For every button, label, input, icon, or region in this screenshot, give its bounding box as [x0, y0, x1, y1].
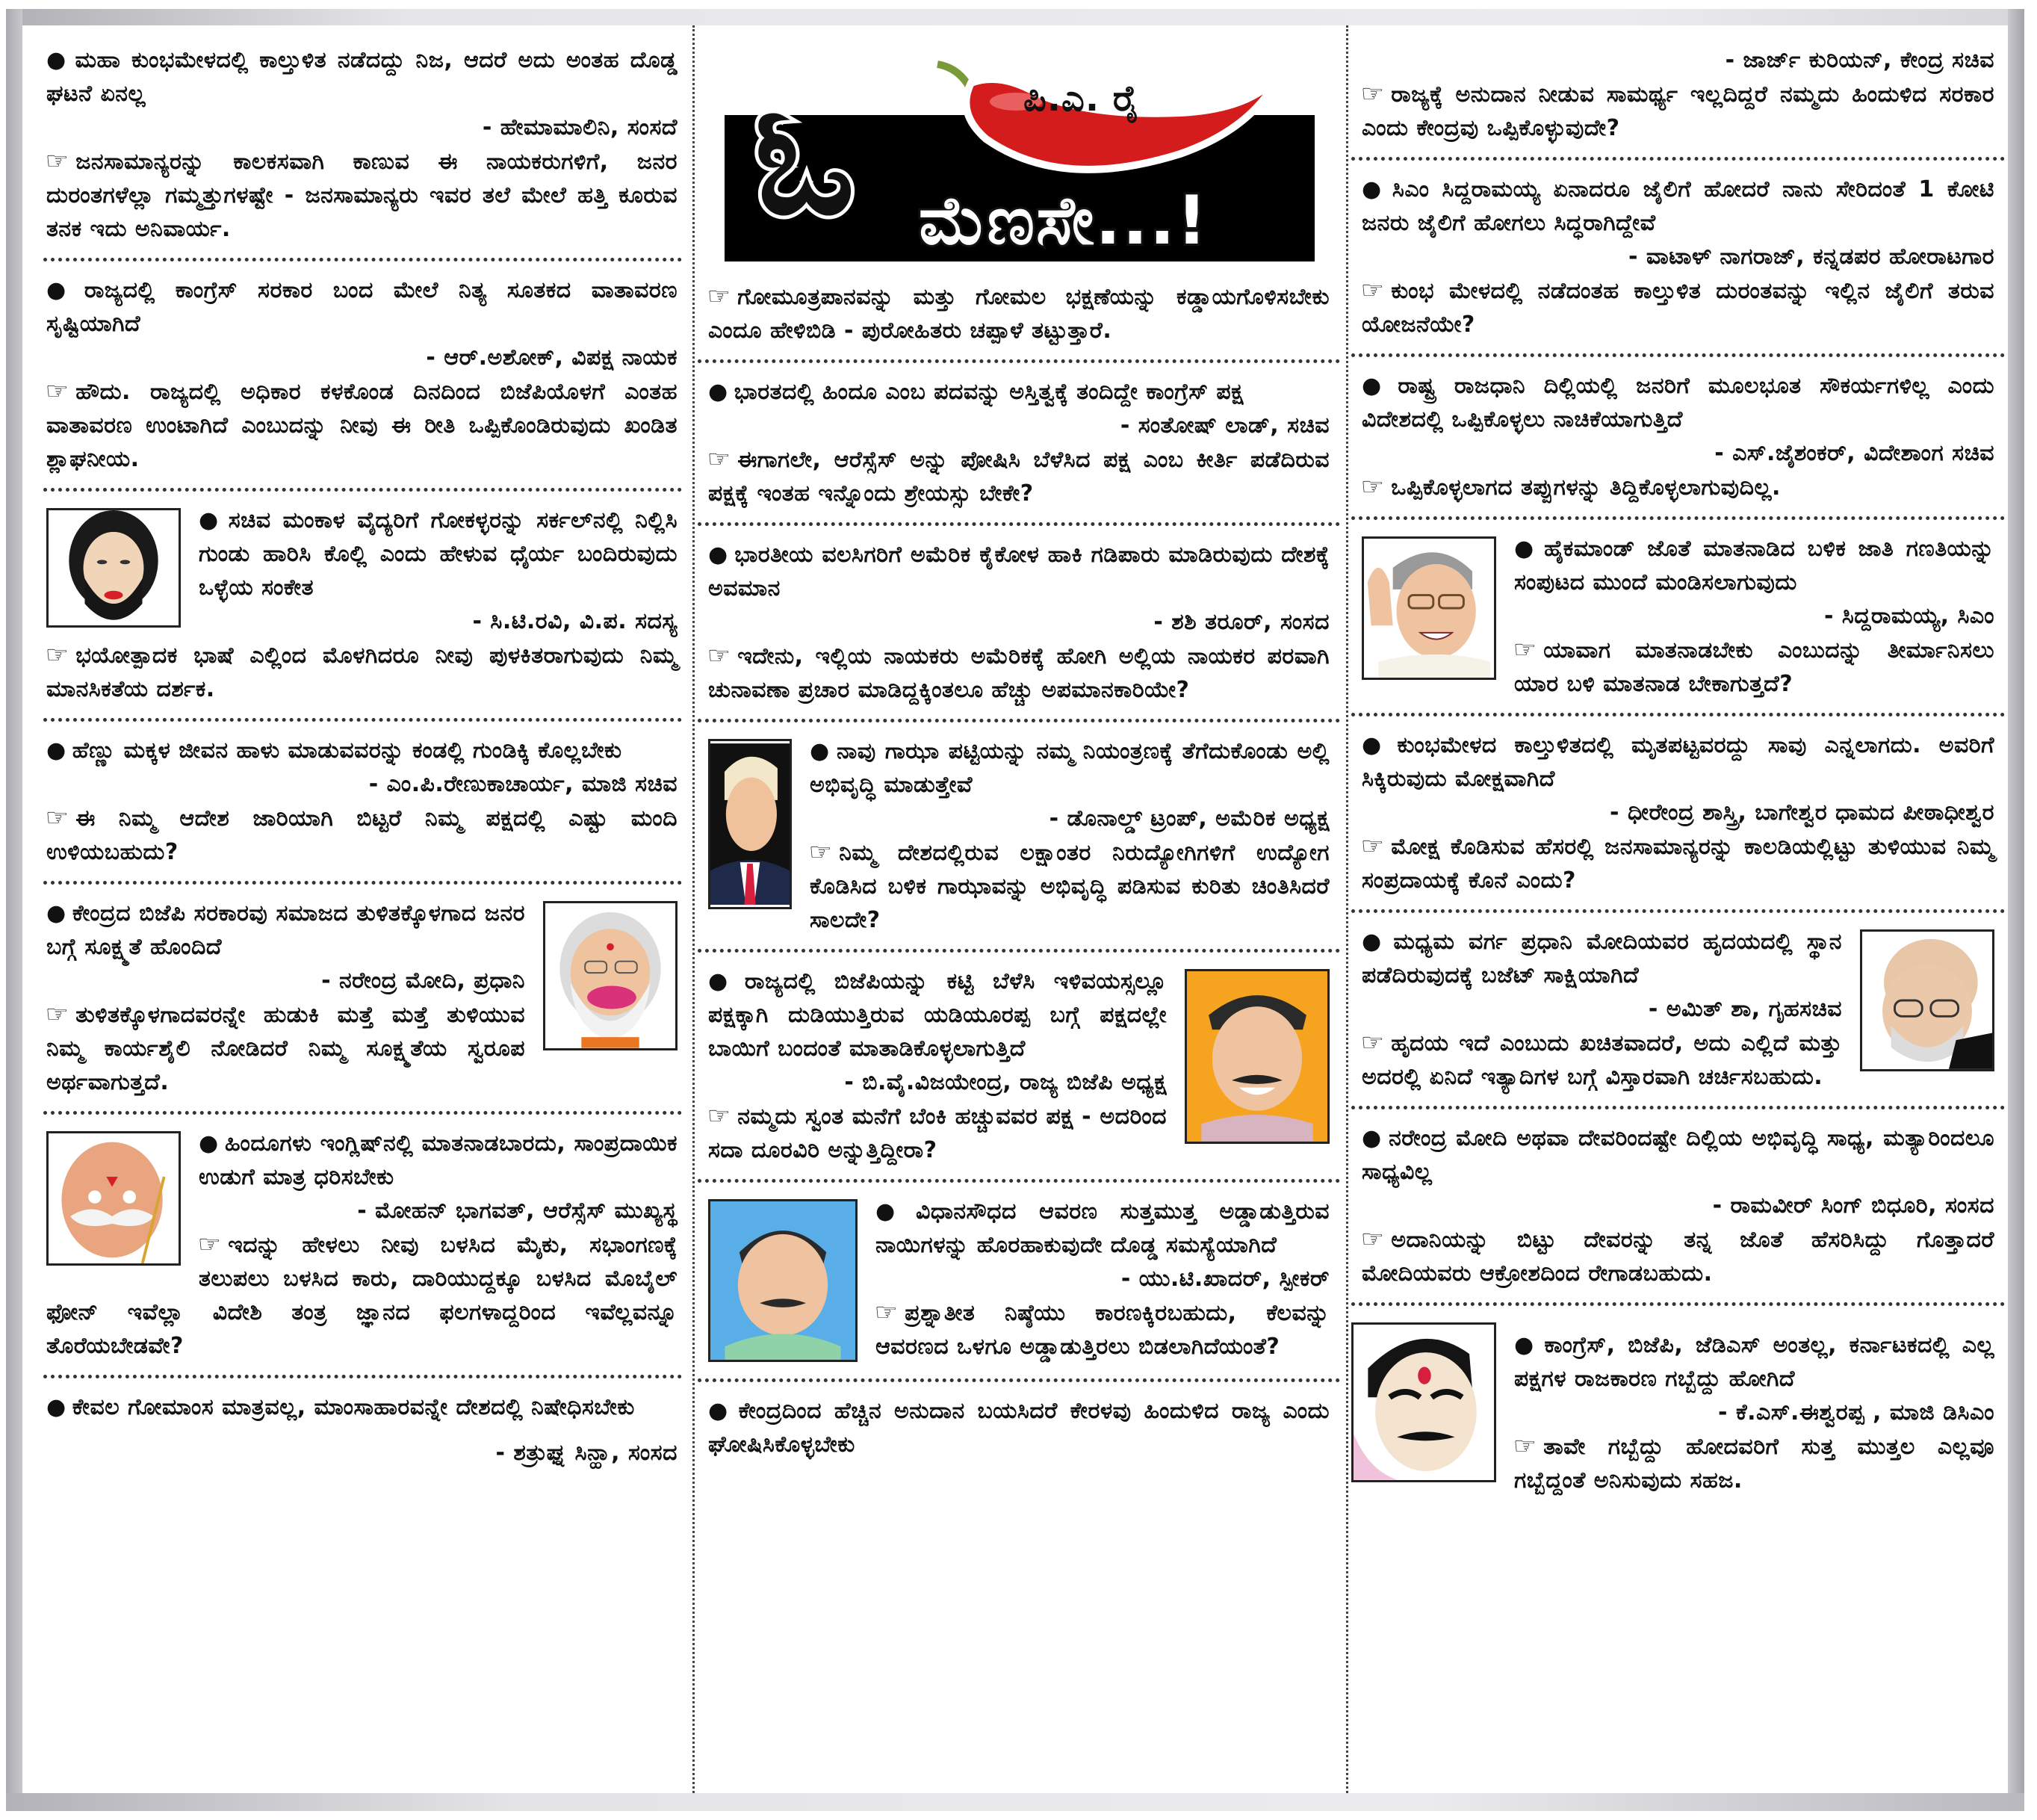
pointing-hand-icon: ☞ [1360, 472, 1385, 501]
pointing-hand-icon: ☞ [45, 640, 69, 669]
bullet-icon: ● [1514, 1332, 1539, 1358]
quote-text: ರಾಷ್ಟ್ರ ರಾಜಧಾನಿ ದಿಲ್ಲಿಯಲ್ಲಿ ಜನರಿಗೆ ಮೂಲಭೂತ ಸೌಕರ್ಯಗಳಿಲ್ಲ ಎಂದು ವಿದೇಶದಲ್ಲಿ ಒಪ್ಪಿಕೊಳ್ಳಲು ನಾಚಿಕೆಯಾಗುತ್ತಿದೆ [1362, 373, 1994, 433]
pointing-hand-icon: ☞ [707, 1101, 731, 1130]
caricature-eshwarappa [1351, 1322, 1496, 1482]
caricature-image [1364, 539, 1494, 678]
caricature-image [49, 510, 179, 625]
bullet-icon: ● [1362, 176, 1386, 202]
pointing-hand-icon: ☞ [1360, 832, 1385, 860]
quote-text: ಕೇಂದ್ರದ ಬಿಜೆಪಿ ಸರಕಾರವು ಸಮಾಜದ ತುಳಿತಕ್ಕೊಳಗಾದ ಜನರ ಬಗ್ಗೆ ಸೂಕ್ಷ್ಮತೆ ಹೊಂದಿದೆ [46, 900, 525, 960]
pointing-hand-icon: ☞ [808, 838, 833, 866]
quote-source: - ಆರ್.ಅಶೋಕ್, ವಿಪಕ್ಷ ನಾಯಕ [426, 344, 678, 371]
column-title: ಮೆಣಸೇ...! [919, 182, 1209, 260]
bullet-icon: ● [708, 968, 739, 994]
quote-source: - ಮೋಹನ್ ಭಾಗವತ್, ಆರೆಸ್ಸೆಸ್ ಮುಖ್ಯಸ್ಥ [357, 1198, 678, 1224]
pointing-hand-icon: ☞ [1360, 1225, 1385, 1253]
bullet-icon: ● [1362, 373, 1392, 399]
caricature-siddaramaiah [1362, 536, 1496, 680]
response-text: ಒಪ್ಪಿಕೊಳ್ಳಲಾಗದ ತಪ್ಪುಗಳನ್ನು ತಿದ್ದಿಕೊಳ್ಳಲಾಗುವುದಿಲ್ಲ. [1391, 474, 1781, 501]
quote-item-modi [22, 889, 689, 1106]
bullet-icon: ● [199, 1130, 219, 1157]
caricature-trump [708, 739, 792, 909]
quote-text: ಕೇಂದ್ರದಿಂದ ಹೆಚ್ಚಿನ ಅನುದಾನ ಬಯಸಿದರೆ ಕೇರಳವು ಹಿಂದುಳಿದ ರಾಜ್ಯ ಎಂದು ಘೋಷಿಸಿಕೊಳ್ಳಬೇಕು [708, 1398, 1330, 1458]
caricature-image [1187, 971, 1327, 1142]
pointing-hand-icon: ☞ [874, 1298, 899, 1326]
column-logo [725, 42, 1315, 266]
pointing-hand-icon: ☞ [45, 803, 69, 832]
caricature-amit-shah [1860, 929, 1994, 1071]
bullet-icon: ● [810, 738, 831, 764]
page-frame-bottom [6, 1793, 2024, 1811]
quote-item-bidhuri [1348, 1114, 2008, 1298]
quote-source: - ಶಶಿ ತರೂರ್, ಸಂಸದ [1153, 609, 1330, 635]
pointing-hand-icon: ☞ [707, 641, 731, 669]
quote-source: - ಸಂತೋಷ್ ಲಾಡ್, ಸಚಿವ [1120, 412, 1330, 439]
quote-text: ಹೆಣ್ಣು ಮಕ್ಕಳ ಜೀವನ ಹಾಳು ಮಾಡುವವರನ್ನು ಕಂಡಲ್ಲಿ ಗುಂಡಿಕ್ಕಿ ಕೊಲ್ಲಬೇಕು [72, 737, 622, 764]
dotted-separator [1351, 909, 2005, 913]
page-frame-right [2008, 9, 2024, 1811]
quote-item-khader [695, 1187, 1343, 1374]
pointing-hand-icon: ☞ [1360, 276, 1385, 304]
response-text: ತಾವೇ ಗಬ್ಬೆದ್ದು ಹೋದವರಿಗೆ ಸುತ್ತ ಮುತ್ತಲ ಎಲ್ಲವೂ ಗಬ್ಬೆದ್ದಂತೆ ಅನಿಸುವುದು ಸಹಜ. [1514, 1434, 1994, 1494]
caricature-khader [708, 1199, 858, 1362]
response-text: ಜನಸಾಮಾನ್ಯರನ್ನು ಕಾಲಕಸವಾಗಿ ಕಾಣುವ ಈ ನಾಯಕರುಗಳಿಗೆ, ಜನರ ದುರಂತಗಳೆಲ್ಲಾ ಗಮ್ಮತ್ತುಗಳಷ್ಟೇ - ಜನಸಾಮಾನ್ಯರು ಇವರ ತಲೆ ಮೇಲೆ ಹತ್ತಿ ಕೂರುವ ತನಕ ಇದು ಅನಿವಾರ್ಯ. [46, 149, 678, 242]
quote-item-vijayendra [695, 957, 1343, 1174]
response-text: ತುಳಿತಕ್ಕೊಳಗಾದವರನ್ನೇ ಹುಡುಕಿ ಮತ್ತೆ ಮತ್ತೆ ತುಳಿಯುವ ನಿಮ್ಮ ಕಾರ್ಯಶೈಲಿ ನೋಡಿದರೆ ನಿಮ್ಮ ಸೂಕ್ಷ್ಮತೆಯ ಸ್ವರೂಪ ಅರ್ಥವಾಗುತ್ತದೆ. [46, 1002, 525, 1095]
response-text: ಯಾವಾಗ ಮಾತನಾಡಬೇಕು ಎಂಬುದನ್ನು ತೀರ್ಮಾನಿಸಲು ಯಾರ ಬಳಿ ಮಾತನಾಡ ಬೇಕಾಗುತ್ತದೆ? [1514, 637, 1994, 697]
pointing-hand-icon: ☞ [45, 1000, 69, 1028]
column-left [22, 25, 689, 1793]
dotted-separator [1351, 353, 2005, 357]
response-text: ನಮ್ಮದು ಸ್ವಂತ ಮನೆಗೆ ಬೆಂಕಿ ಹಚ್ಚುವವರ ಪಕ್ಷ - ಅದರಿಂದ ಸದಾ ದೂರವಿರಿ ಅನ್ನುತ್ತಿದ್ದೀರಾ? [708, 1104, 1167, 1163]
bullet-icon: ● [46, 1394, 66, 1420]
dotted-separator [43, 1375, 682, 1378]
quote-item-renukacharya [22, 726, 689, 876]
pointing-hand-icon: ☞ [197, 1230, 222, 1258]
quote-source: - ಸಿದ್ದರಾಮಯ್ಯ, ಸಿಎಂ [1823, 603, 1994, 629]
quote-item-kerala [695, 1387, 1343, 1469]
caricature-image [49, 1133, 179, 1263]
dotted-separator [1351, 1106, 2005, 1109]
bullet-icon: ● [1362, 1125, 1383, 1151]
quote-text: ಮಧ್ಯಮ ವರ್ಗ ಪ್ರಧಾನಿ ಮೋದಿಯವರ ಹೃದಯದಲ್ಲಿ ಸ್ಥಾನ ಪಡೆದಿರುವುದಕ್ಕೆ ಬಜೆಟ್ ಸಾಕ್ಷಿಯಾಗಿದೆ [1362, 929, 1842, 988]
response-text: ರಾಜ್ಯಕ್ಕೆ ಅನುದಾನ ನೀಡುವ ಸಾಮರ್ಥ್ಯ ಇಲ್ಲದಿದ್ದರೆ ನಮ್ಮದು ಹಿಂದುಳಿದ ಸರಕಾರ ಎಂದು ಕೇಂದ್ರವು ಒಪ್ಪಿಕೊಳ್ಳುವುದೇ? [1362, 81, 1994, 141]
quote-item-eshwarappa [1348, 1310, 2008, 1505]
quote-source: - ನರೇಂದ್ರ ಮೋದಿ, ಪ್ರಧಾನಿ [321, 968, 525, 994]
response-text: ನಿಮ್ಮ ದೇಶದಲ್ಲಿರುವ ಲಕ್ಷಾಂತರ ನಿರುದ್ಯೋಗಿಗಳಿಗೆ ಉದ್ಯೋಗ ಕೊಡಿಸಿದ ಬಳಿಕ ಗಾಝಾವನ್ನು ಅಭಿವೃದ್ಧಿ ಪಡಿಸುವ ಕುರಿತು ಚಿಂತಿಸಿದರೆ ಸಾಲದೇ? [810, 840, 1330, 933]
quote-item-tharoor [695, 530, 1343, 714]
dotted-separator [698, 949, 1340, 953]
quote-text: ಕೇವಲ ಗೋಮಾಂಸ ಮಾತ್ರವಲ್ಲ, ಮಾಂಸಾಹಾರವನ್ನೇ ದೇಶದಲ್ಲಿ ನಿಷೇಧಿಸಬೇಕು [72, 1394, 635, 1420]
bullet-icon: ● [46, 277, 78, 303]
quote-text: ಮಹಾ ಕುಂಭಮೇಳದಲ್ಲಿ ಕಾಲ್ತುಳಿತ ನಡೆದದ್ದು ನಿಜ, ಆದರೆ ಅದು ಅಂತಹ ದೊಡ್ಡ ಘಟನೆ ಏನಲ್ಲ [46, 47, 678, 107]
quote-source: - ಕೆ.ಎಸ್.ಈಶ್ವರಪ್ಪ , ಮಾಜಿ ಡಿಸಿಎಂ [1718, 1399, 1994, 1426]
quote-item-santosh-lad [695, 368, 1343, 518]
bullet-icon: ● [1514, 536, 1539, 562]
caricature-bhagwat [46, 1131, 181, 1266]
pointing-hand-icon: ☞ [1513, 1431, 1537, 1460]
pointing-hand-icon: ☞ [707, 282, 731, 310]
quote-text: ಹೈಕಮಾಂಡ್ ಜೊತೆ ಮಾತನಾಡಿದ ಬಳಿಕ ಜಾತಿ ಗಣತಿಯನ್ನು ಸಂಪುಟದ ಮುಂದೆ ಮಂಡಿಸಲಾಗುವುದು [1514, 536, 1994, 595]
dotted-separator [43, 1111, 682, 1115]
quote-item-trump [695, 727, 1343, 944]
response-text: ಮೋಕ್ಷ ಕೊಡಿಸುವ ಹೆಸರಲ್ಲಿ ಜನಸಾಮಾನ್ಯರನ್ನು ಕಾಲಡಿಯಲ್ಲಿಟ್ಟು ತುಳಿಯುವ ನಿಮ್ಮ ಸಂಪ್ರದಾಯಕ್ಕೆ ಕೊನೆ ಎಂದು? [1362, 834, 1994, 894]
quote-source: - ಯು.ಟಿ.ಖಾದರ್, ಸ್ಪೀಕರ್ [1120, 1266, 1330, 1292]
dotted-separator [698, 1179, 1340, 1183]
dotted-separator [698, 522, 1340, 526]
quote-source: - ಡೊನಾಲ್ಡ್ ಟ್ರಂಪ್, ಅಮೆರಿಕ ಅಧ್ಯಕ್ಷ [1049, 805, 1330, 832]
bullet-icon: ● [46, 47, 69, 73]
response-text: ಹೃದಯ ಇದೆ ಎಂಬುದು ಖಚಿತವಾದರೆ, ಅದು ಎಲ್ಲಿದೆ ಮತ್ತು ಅದರಲ್ಲಿ ಏನಿದೆ ಇತ್ಯಾದಿಗಳ ಬಗ್ಗೆ ವಿಸ್ತಾರವಾಗಿ ಚರ್ಚಿಸಬಹುದು. [1362, 1030, 1842, 1090]
bullet-icon: ● [708, 1398, 733, 1424]
quote-item-vatal [1348, 165, 2008, 349]
quote-item-dhirendra-shastri [1348, 721, 2008, 905]
pointing-hand-icon: ☞ [707, 445, 731, 473]
caricature-vijayendra [1185, 969, 1330, 1144]
response-item-gomutra [695, 272, 1343, 355]
caricature-image [1862, 932, 1992, 1069]
logo-spacer [695, 266, 1343, 272]
quote-item-bhagwat [22, 1119, 689, 1370]
dotted-separator [43, 258, 682, 261]
quote-item-shatrughan [22, 1383, 689, 1477]
quote-source: - ಸಿ.ಟಿ.ರವಿ, ವಿ.ಪ. ಸದಸ್ಯ [472, 608, 678, 634]
quote-source: - ಹೇಮಾಮಾಲಿನಿ, ಸಂಸದೆ [482, 114, 678, 140]
response-text: ಕುಂಭ ಮೇಳದಲ್ಲಿ ನಡೆದಂತಹ ಕಾಲ್ತುಳಿತ ದುರಂತವನ್ನು ಇಲ್ಲಿನ ಜೈಲಿಗೆ ತರುವ ಯೋಜನೆಯೇ? [1362, 278, 1994, 338]
response-text: ಇದನ್ನು ಹೇಳಲು ನೀವು ಬಳಸಿದ ಮೈಕು, ಸಭಾಂಗಣಕ್ಕೆ ತಲುಪಲು ಬಳಸಿದ ಕಾರು, ದಾರಿಯುದ್ದಕ್ಕೂ ಬಳಸಿದ ಮೊಬೈಲ್ ಫೋನ್ ಇವೆಲ್ಲಾ ವಿದೇಶಿ ತಂತ್ರ ಜ್ಞಾನದ ಫಲಗಳಾದ್ದರಿಂದ ಇವೆಲ್ಲವನ್ನೂ ತೊರೆಯಬೇಡವೇ? [46, 1232, 678, 1359]
quote-source: - ಅಮಿತ್ ಶಾ, ಗೃಹಸಚಿವ [1648, 996, 1842, 1022]
dotted-separator [1351, 157, 2005, 161]
response-text: ಭಯೋತ್ಪಾದಕ ಭಾಷೆ ಎಲ್ಲಿಂದ ಮೊಳಗಿದರೂ ನೀವು ಪುಳಕಿತರಾಗುವುದು ನಿಮ್ಮ ಮಾನಸಿಕತೆಯ ದರ್ಶಕ. [46, 643, 678, 702]
quote-text: ಭಾರತದಲ್ಲಿ ಹಿಂದೂ ಎಂಬ ಪದವನ್ನು ಅಸ್ತಿತ್ವಕ್ಕೆ ತಂದಿದ್ದೇ ಕಾಂಗ್ರೆಸ್ ಪಕ್ಷ [734, 379, 1244, 405]
quote-text: ಸಿಎಂ ಸಿದ್ದರಾಮಯ್ಯ ಏನಾದರೂ ಜೈಲಿಗೆ ಹೋದರೆ ನಾನು ಸೇರಿದಂತೆ 1 ಕೋಟಿ ಜನರು ಜೈಲಿಗೆ ಹೋಗಲು ಸಿದ್ಧರಾಗಿದ್ದೇವೆ [1362, 176, 1994, 236]
bullet-icon: ● [1362, 732, 1392, 758]
quote-text: ಹಿಂದೂಗಳು ಇಂಗ್ಲಿಷ್‌ನಲ್ಲಿ ಮಾತನಾಡಬಾರದು, ಸಾಂಪ್ರದಾಯಿಕ ಉಡುಗೆ ಮಾತ್ರ ಧರಿಸಬೇಕು [199, 1130, 678, 1190]
response-text: ಈ ನಿಮ್ಮ ಆದೇಶ ಜಾರಿಯಾಗಿ ಬಿಟ್ಟರೆ ನಿಮ್ಮ ಪಕ್ಷದಲ್ಲಿ ಎಷ್ಟು ಮಂದಿ ಉಳಿಯಬಹುದು? [46, 805, 678, 865]
quote-text: ಭಾರತೀಯ ವಲಸಿಗರಿಗೆ ಅಮೆರಿಕ ಕೈಕೋಳ ಹಾಕಿ ಗಡಿಪಾರು ಮಾಡಿರುವುದು ದೇಶಕ್ಕೆ ಅವಮಾನ [708, 542, 1330, 601]
dotted-separator [1351, 713, 2005, 716]
quote-source: - ರಾಮವೀರ್ ಸಿಂಗ್ ಬಿಧೂರಿ, ಸಂಸದ [1712, 1192, 1994, 1219]
caricature-modi [543, 901, 678, 1050]
bullet-icon: ● [46, 900, 66, 926]
quote-item-ct-ravi [22, 496, 689, 714]
quote-item-ashok [22, 266, 689, 483]
response-text: ಹೌದು. ರಾಜ್ಯದಲ್ಲಿ ಅಧಿಕಾರ ಕಳಕೊಂಡ ದಿನದಿಂದ ಬಿಜೆಪಿಯೊಳಗೆ ಎಂತಹ ವಾತಾವರಣ ಉಂಟಾಗಿದೆ ಎಂಬುದನ್ನು ನೀವು ಈ ರೀತಿ ಒಪ್ಪಿಕೊಂಡಿರುವುದು ಖಂಡಿತ ಶ್ಲಾಘನೀಯ. [46, 379, 678, 472]
quote-text: ನರೇಂದ್ರ ಮೋದಿ ಅಥವಾ ದೇವರಿಂದಷ್ಟೇ ದಿಲ್ಲಿಯ ಅಭಿವೃದ್ಧಿ ಸಾಧ್ಯ, ಮತ್ಯಾರಿಂದಲೂ ಸಾಧ್ಯವಿಲ್ಲ [1362, 1125, 1994, 1185]
quote-text: ನಾವು ಗಾಝಾ ಪಟ್ಟಿಯನ್ನು ನಮ್ಮ ನಿಯಂತ್ರಣಕ್ಕೆ ತೆಗೆದುಕೊಂಡು ಅಲ್ಲಿ ಅಭಿವೃದ್ಧಿ ಮಾಡುತ್ತೇವೆ [810, 738, 1330, 798]
dotted-separator [698, 1378, 1340, 1382]
caricature-ct-ravi [46, 508, 181, 628]
quote-item-george-kurian [1348, 36, 2008, 152]
response-text: ಪ್ರಶ್ನಾತೀತ ನಿಷ್ಠೆಯು ಕಾರಣಕ್ಕಿರಬಹುದು, ಕೆಲವನ್ನು ಆವರಣದ ಒಳಗೂ ಅಡ್ಡಾಡುತ್ತಿರಲು ಬಿಡಲಾಗಿದೆಯಂತೆ? [875, 1300, 1330, 1360]
page-frame-top [6, 9, 2015, 25]
quote-source: - ಶತ್ರುಘ್ನ ಸಿನ್ಹಾ, ಸಂಸದ [495, 1440, 678, 1466]
column-middle [692, 25, 1343, 1793]
pointing-hand-icon: ☞ [1513, 635, 1537, 663]
quote-text: ಕುಂಭಮೇಳದ ಕಾಲ್ತುಳಿತದಲ್ಲಿ ಮೃತಪಟ್ಟವರದ್ದು ಸಾವು ಎನ್ನಲಾಗದು. ಅವರಿಗೆ ಸಿಕ್ಕಿರುವುದು ಮೋಕ್ಷವಾಗಿದೆ [1362, 732, 1994, 792]
bullet-icon: ● [199, 507, 223, 533]
dotted-separator [1351, 516, 2005, 520]
dotted-separator [43, 881, 682, 885]
dotted-separator [698, 719, 1340, 722]
bullet-icon: ● [875, 1198, 911, 1225]
dotted-separator [1351, 1302, 2005, 1306]
dotted-separator [43, 488, 682, 492]
quote-source: - ಧೀರೇಂದ್ರ ಶಾಸ್ತ್ರಿ, ಬಾಗೇಶ್ವರ ಧಾಮದ ಪೀಠಾಧೀಶ್ವರ [1610, 799, 1994, 826]
dotted-separator [43, 718, 682, 722]
bullet-icon: ● [46, 737, 66, 764]
quote-source: - ಬಿ.ವೈ.ವಿಜಯೇಂದ್ರ, ರಾಜ್ಯ ಬಿಜೆಪಿ ಅಧ್ಯಕ್ಷ [844, 1069, 1167, 1095]
quote-item-jaishankar [1348, 362, 2008, 512]
logo-letter-oh: ಓ [754, 74, 855, 248]
quote-source: - ಜಾರ್ಜ್ ಕುರಿಯನ್, ಕೇಂದ್ರ ಸಚಿವ [1725, 47, 1994, 73]
quote-text: ವಿಧಾನಸೌಧದ ಆವರಣ ಸುತ್ತಮುತ್ತ ಅಡ್ಡಾಡುತ್ತಿರುವ ನಾಯಿಗಳನ್ನು ಹೊರಹಾಕುವುದೇ ದೊಡ್ಡ ಸಮಸ್ಯೆಯಾಗಿದೆ [875, 1198, 1330, 1258]
pointing-hand-icon: ☞ [45, 146, 69, 175]
response-text: ಇದೇನು, ಇಲ್ಲಿಯ ನಾಯಕರು ಅಮೆರಿಕಕ್ಕೆ ಹೋಗಿ ಅಲ್ಲಿಯ ನಾಯಕರ ಪರವಾಗಿ ಚುನಾವಣಾ ಪ್ರಚಾರ ಮಾಡಿದ್ದಕ್ಕಿಂತಲೂ ಹೆಚ್ಚು ಅಪಮಾನಕಾರಿಯೇ? [708, 643, 1330, 703]
bullet-icon: ● [708, 379, 728, 405]
quote-item-amit-shah [1348, 917, 2008, 1101]
caricature-image [710, 1201, 855, 1360]
pointing-hand-icon: ☞ [45, 377, 69, 405]
quote-text: ರಾಜ್ಯದಲ್ಲಿ ಕಾಂಗ್ರೆಸ್ ಸರಕಾರ ಬಂದ ಮೇಲೆ ನಿತ್ಯ ಸೂತಕದ ವಾತಾವರಣ ಸೃಷ್ಟಿಯಾಗಿದೆ [46, 277, 678, 337]
dotted-separator [698, 359, 1340, 363]
page-frame-left [6, 9, 22, 1811]
response-text: ಈಗಾಗಲೇ, ಆರೆಸ್ಸೆಸ್ ಅನ್ನು ಪೋಷಿಸಿ ಬೆಳೆಸಿದ ಪಕ್ಷ ಎಂಬ ಕೀರ್ತಿ ಪಡೆದಿರುವ ಪಕ್ಷಕ್ಕೆ ಇಂತಹ ಇನ್ನೊಂದು ಶ್ರೇಯಸ್ಸು ಬೇಕೇ? [708, 447, 1330, 507]
bullet-icon: ● [708, 542, 729, 568]
quote-item-siddaramaiah [1348, 524, 2008, 708]
quote-item-hemamalini [22, 36, 689, 253]
response-text: ಗೋಮೂತ್ರಪಾನವನ್ನು ಮತ್ತು ಗೋಮಲ ಭಕ್ಷಣೆಯನ್ನು ಕಡ್ಡಾಯಗೊಳಿಸಬೇಕು ಎಂದೂ ಹೇಳಿಬಿಡಿ - ಪುರೋಹಿತರು ಚಪ್ಪಾಳೆ ತಟ್ಟುತ್ತಾರೆ. [708, 284, 1330, 344]
caricature-image [1354, 1325, 1494, 1480]
bullet-icon: ● [1362, 929, 1388, 955]
column-author: ಪಿ.ಎ. ರೈ [1023, 78, 1141, 120]
caricature-image [545, 903, 675, 1048]
response-text: ಅದಾನಿಯನ್ನು ಬಿಟ್ಟು ದೇವರನ್ನು ತನ್ನ ಜೊತೆ ಹೆಸರಿಸಿದ್ದು ಗೊತ್ತಾದರೆ ಮೋದಿಯವರು ಆಕ್ರೋಶದಿಂದ ರೇಗಾಡಬಹುದು. [1362, 1227, 1994, 1287]
quote-source: - ಎಸ್.ಜೈಶಂಕರ್, ವಿದೇಶಾಂಗ ಸಚಿವ [1714, 440, 1994, 466]
quote-text: ಕಾಂಗ್ರೆಸ್, ಬಿಜೆಪಿ, ಜೆಡಿಎಸ್ ಅಂತಲ್ಲ, ಕರ್ನಾಟಕದಲ್ಲಿ ಎಲ್ಲ ಪಕ್ಷಗಳ ರಾಜಕಾರಣ ಗಬ್ಬೆದ್ದು ಹೋಗಿದೆ [1514, 1332, 1994, 1392]
pointing-hand-icon: ☞ [1360, 1028, 1385, 1056]
quote-text: ಸಚಿವ ಮಂಕಾಳ ವೈದ್ಯರಿಗೆ ಗೋಕಳ್ಳರನ್ನು ಸರ್ಕಲ್‌ನಲ್ಲಿ ನಿಲ್ಲಿಸಿ ಗುಂಡು ಹಾರಿಸಿ ಕೊಲ್ಲಿ ಎಂದು ಹೇಳುವ ಧೈರ್ಯ ಬಂದಿರುವುದು ಒಳ್ಳೆಯ ಸಂಕೇತ [199, 507, 678, 601]
column-right [1346, 25, 2008, 1793]
quote-source: - ಎಂ.ಪಿ.ರೇಣುಕಾಚಾರ್ಯ, ಮಾಜಿ ಸಚಿವ [368, 771, 678, 797]
caricature-image [710, 741, 790, 907]
quote-source: - ವಾಟಾಳ್ ನಾಗರಾಜ್, ಕನ್ನಡಪರ ಹೋರಾಟಗಾರ [1628, 244, 1994, 270]
pointing-hand-icon: ☞ [1360, 79, 1385, 108]
quote-text: ರಾಜ್ಯದಲ್ಲಿ ಬಿಜೆಪಿಯನ್ನು ಕಟ್ಟಿ ಬೆಳೆಸಿ ಇಳಿವಯಸ್ಸಲ್ಲೂ ಪಕ್ಷಕ್ಕಾಗಿ ದುಡಿಯುತ್ತಿರುವ ಯಡಿಯೂರಪ್ಪ ಬಗ್ಗೆ ಪಕ್ಷದಲ್ಲೇ ಬಾಯಿಗೆ ಬಂದಂತೆ ಮಾತಾಡಿಕೊಳ್ಳಲಾಗುತ್ತಿದೆ [708, 968, 1167, 1062]
